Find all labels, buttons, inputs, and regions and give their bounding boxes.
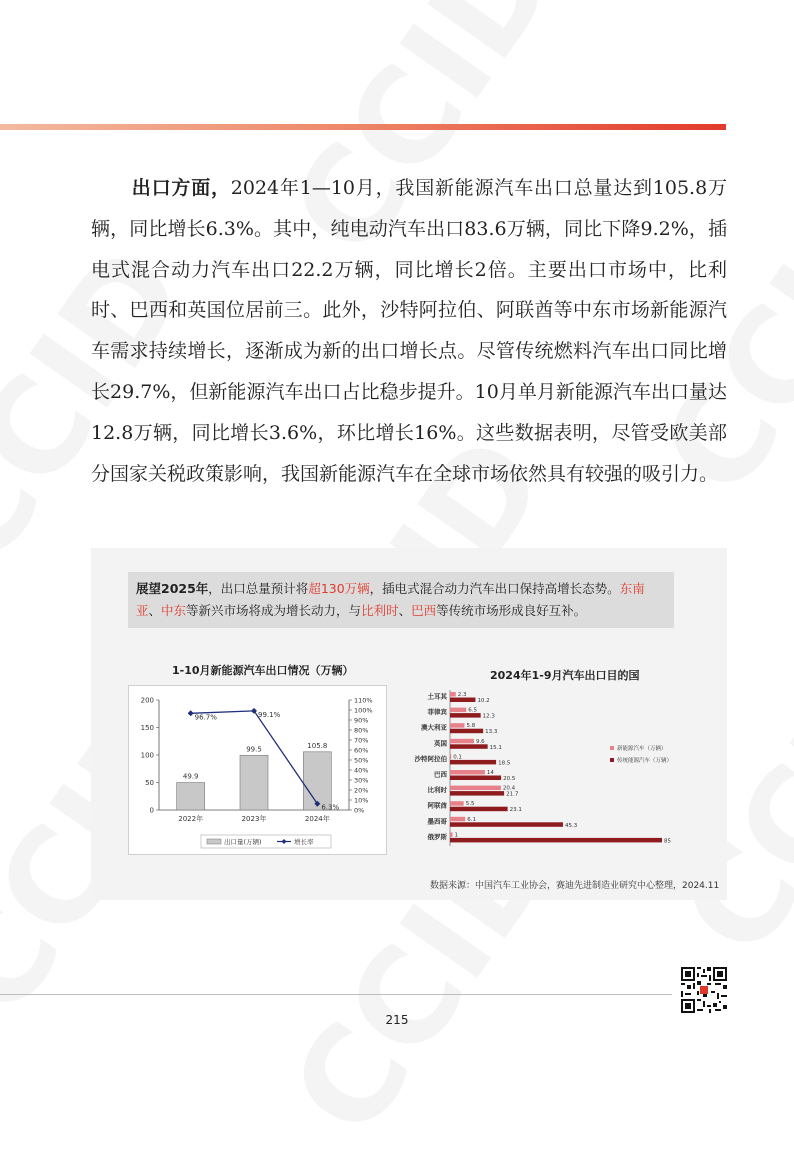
bar-ice (450, 698, 475, 703)
callout-text: 等传统市场形成良好互补。 (436, 603, 587, 618)
right-chart-title: 2024年1-9月汽车出口目的国 (490, 669, 640, 682)
bar-data-label: 99.5 (246, 745, 262, 754)
outlook-callout (128, 572, 674, 628)
x-tick-label: 2023年 (241, 815, 267, 823)
bar-data-label: 23.1 (509, 807, 522, 814)
bar-ice (450, 729, 483, 734)
category-label: 沙特阿拉伯 (414, 754, 447, 763)
bar-ice (450, 838, 662, 843)
paragraph-lead: 出口方面， (131, 177, 231, 199)
callout-text: 、 (398, 603, 412, 618)
y-tick-label: 100 (140, 751, 154, 760)
category-label: 菲律宾 (427, 708, 447, 717)
callout-highlight: 超130万辆 (308, 581, 370, 596)
bar-ice (450, 713, 481, 718)
qr-code-icon (681, 967, 727, 1013)
bar-nev (450, 801, 464, 806)
bar-data-label: 21.7 (506, 791, 519, 798)
callout-text: 等新兴市场将成为增长动力，与 (186, 603, 362, 618)
bar (240, 755, 268, 810)
y-tick-label: 150 (140, 724, 154, 732)
bar-nev (450, 723, 464, 728)
bar-nev (450, 739, 474, 744)
category-label: 英国 (434, 739, 447, 748)
y-tick-label: 200 (140, 696, 154, 705)
legend-swatch (610, 758, 614, 762)
bar-nev (450, 708, 466, 713)
header-accent-bar (0, 124, 726, 130)
bar-data-label: 9.6 (475, 738, 485, 745)
callout-text: 、 (148, 603, 162, 618)
bar-nev (450, 770, 485, 775)
right-chart-legend (610, 744, 672, 764)
callout-highlight: 中东 (161, 603, 187, 618)
bar-data-label: 45.3 (564, 822, 578, 829)
left-chart-title: 1-10月新能源汽车出口情况（万辆） (172, 664, 354, 677)
y2-tick-label: 90% (354, 716, 369, 725)
bar-data-label: 6.5 (468, 707, 477, 714)
bar-nev (450, 692, 456, 697)
y2-tick-label: 110% (354, 696, 373, 705)
y2-tick-label: 70% (354, 736, 369, 745)
bar-data-label: 18.5 (498, 760, 511, 767)
callout-heading: 展望2025年 (136, 581, 209, 596)
y2-tick-label: 50% (354, 756, 369, 765)
y2-tick-label: 100% (354, 706, 373, 715)
destination-chart (398, 684, 708, 856)
callout-highlight: 东南亚 (136, 581, 645, 618)
category-label: 巴西 (434, 770, 447, 779)
data-source-note: 数据来源：中国汽车工业协会，赛迪先进制造业研究中心整理，2024.11 (430, 881, 720, 891)
line-data-label: 96.7% (194, 713, 217, 722)
bar-ice (450, 807, 508, 812)
category-label: 土耳其 (427, 692, 447, 701)
callout-highlight: 巴西 (411, 603, 437, 618)
destination-chart-svg (398, 684, 708, 856)
bar-data-label: 5.5 (465, 801, 475, 808)
bar-ice (450, 822, 563, 827)
bar-data-label: 1 (454, 832, 458, 839)
y2-tick-label: 80% (354, 726, 369, 735)
legend-label: 出口量(万辆) (224, 838, 262, 846)
callout-text: ，插电式混合动力汽车出口保持高增长态势。 (369, 581, 620, 596)
bar-nev (450, 832, 452, 837)
legend-label: 传统能源汽车（万辆） (617, 758, 673, 764)
category-label: 墨西哥 (427, 817, 447, 826)
y-tick-label: 50 (145, 779, 154, 787)
bar-ice (450, 776, 501, 781)
bar-data-label: 105.8 (307, 741, 328, 750)
bar-data-label: 85 (664, 838, 671, 845)
callout-text: ，出口总量预计将 (208, 581, 309, 596)
x-tick-label: 2022年 (178, 815, 204, 823)
y2-tick-label: 60% (354, 746, 369, 755)
line-data-label: 6.3% (321, 803, 340, 812)
paragraph-body: 2024年1—10月，我国新能源汽车出口总量达到105.8万辆，同比增长6.3%。其中，纯电动汽车出口83.6万辆，同比下降9.2%，插电式混合动力汽车出口22.2万辆，同比增长2倍。主要出口市场中，比利时、巴西和英国位居前三。此外，沙特阿拉伯、阿联酋等中东市场新能源汽车需求持续增长，逐渐成为新的出口增长点。尽管传统燃料汽车出口同比增长29.7%，但新能源汽车出口占比稳步提升。10月单月新能源汽车出口量达12.8万辆，同比增长3.6%，环比增长16%。这些数据表明，尽管受欧美部分国家关税政策影响，我国新能源汽车在全球市场依然具有较强的吸引力。 (91, 177, 727, 485)
bar-data-label: 6.1 (467, 816, 476, 823)
category-label: 阿联酋 (427, 801, 447, 810)
bar-data-label: 20.4 (502, 785, 516, 792)
y2-tick-label: 10% (354, 796, 369, 805)
callout-highlight: 比利时 (361, 603, 399, 618)
line-point (188, 710, 194, 716)
bar-ice (450, 791, 504, 796)
bar-ice (450, 760, 496, 765)
legend-swatch (610, 746, 614, 750)
bar-data-label: 0.1 (453, 754, 462, 761)
bar-nev (450, 754, 451, 759)
bar-nev (450, 817, 465, 822)
y2-tick-label: 0% (354, 806, 365, 815)
bar-data-label: 2.3 (457, 692, 467, 698)
category-label: 俄罗斯 (427, 832, 447, 841)
page-number: 215 (385, 1013, 409, 1027)
bar (177, 783, 205, 810)
legend-swatch-bar (207, 839, 221, 844)
category-label: 澳大利亚 (421, 723, 447, 732)
legend-label: 增长率 (294, 838, 314, 846)
legend-label: 新能源汽车（万辆） (617, 746, 667, 752)
bar-ice (450, 744, 488, 749)
y-tick-label: 0 (149, 806, 154, 815)
x-tick-label: 2024年 (304, 815, 330, 823)
bar-data-label: 49.9 (182, 772, 199, 781)
footer-rule (0, 994, 672, 995)
y2-tick-label: 20% (354, 786, 369, 795)
bar-data-label: 10.2 (477, 698, 490, 704)
bar-data-label: 12.3 (482, 713, 495, 720)
export-volume-chart-svg (129, 686, 386, 854)
bar-nev (450, 786, 501, 791)
export-volume-chart (128, 685, 387, 855)
bar-data-label: 5.8 (466, 723, 476, 730)
body-paragraph (91, 168, 727, 494)
bar-data-label: 15.1 (489, 744, 502, 751)
bar-data-label: 13.3 (485, 729, 498, 736)
bar-data-label: 14 (486, 770, 494, 776)
left-chart-legend (201, 835, 331, 848)
bar-data-label: 20.5 (503, 776, 516, 782)
y2-tick-label: 40% (354, 766, 369, 775)
line-data-label: 99.1% (258, 710, 281, 719)
category-label: 比利时 (427, 786, 447, 795)
y2-tick-label: 30% (354, 776, 369, 785)
